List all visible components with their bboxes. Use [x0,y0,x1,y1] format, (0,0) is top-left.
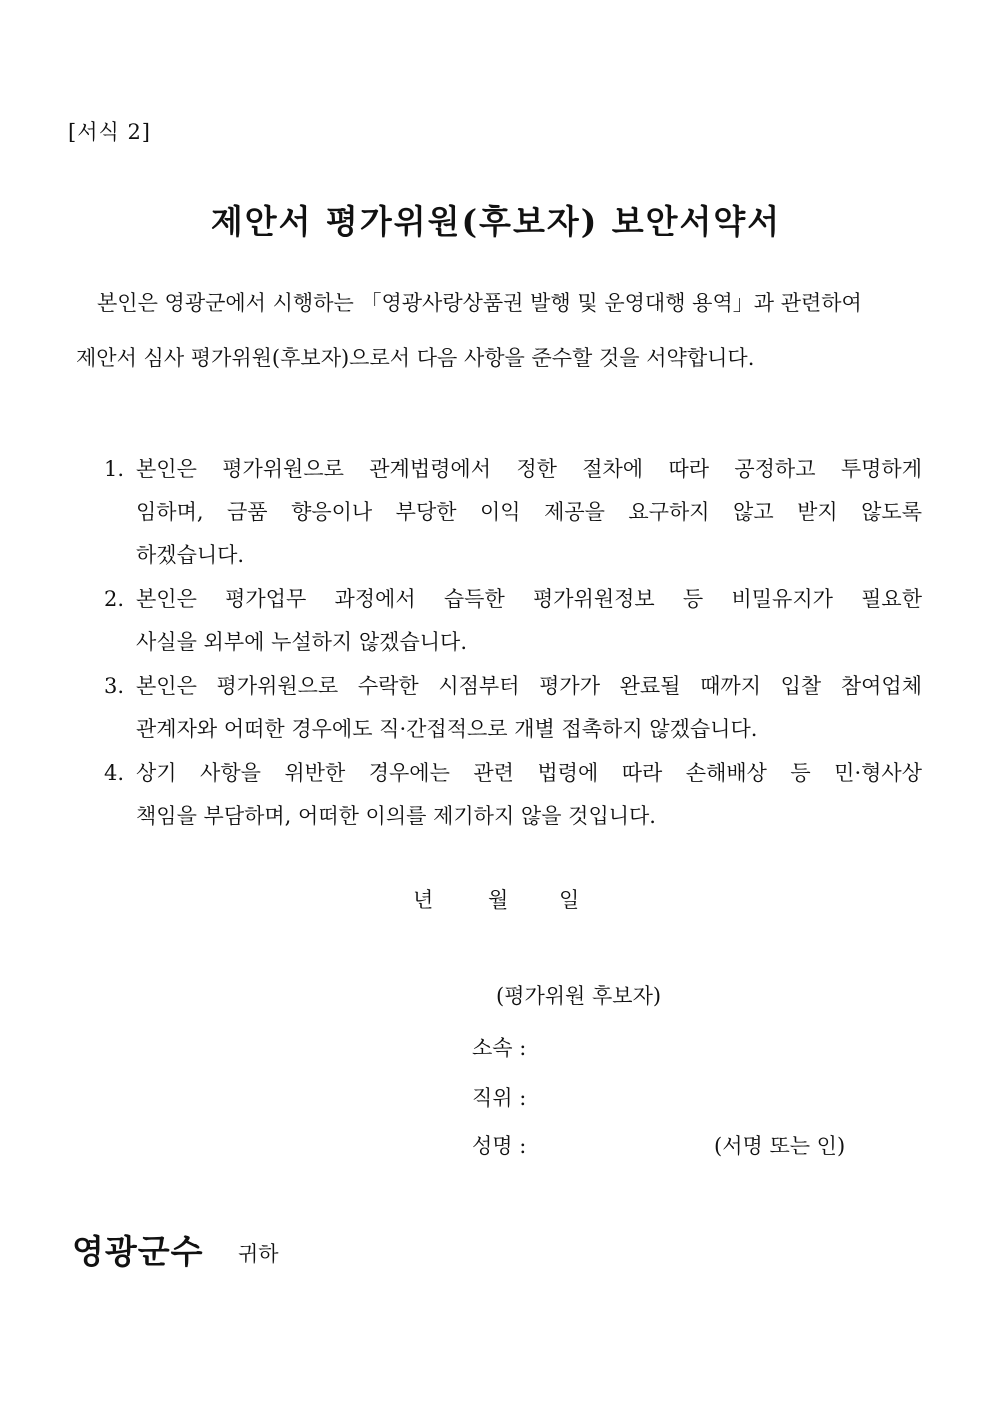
date-month-label: 월 [488,888,509,912]
pledge-line: 하겠습니다. [136,543,245,567]
pledge-line: 상기 사항을 위반한 경우에는 관련 법령에 따라 손해배상 등 민·형사상 [136,761,922,785]
pledge-item-4 [104,752,922,838]
pledge-line: 임하며, 금품 향응이나 부당한 이익 제공을 요구하지 않고 받지 않도록 [136,500,922,524]
document-title: 제안서 평가위원(후보자) 보안서약서 [210,202,782,241]
pledge-item-1 [104,448,922,577]
signer-role: (평가위원 후보자) [496,984,662,1008]
pledge-line: 사실을 외부에 누설하지 않겠습니다. [136,630,467,654]
intro-paragraph [76,276,922,386]
intro-line-1: 본인은 영광군에서 시행하는 「영광사랑상품권 발행 및 운영대행 용역」과 관련하여 [97,291,862,315]
affiliation-label: 소속 : [472,1036,527,1060]
intro-line-2: 제안서 심사 평가위원(후보자)으로서 다음 사항을 준수할 것을 서약합니다. [76,346,755,370]
pledge-number: 2. [104,587,125,611]
pledge-line: 책임을 부담하며, 어떠한 이의를 제기하지 않을 것입니다. [136,804,656,828]
pledge-list [104,448,922,839]
pledge-line: 본인은 평가업무 과정에서 습득한 평가위원정보 등 비밀유지가 필요한 [136,587,922,611]
pledge-line: 본인은 평가위원으로 수락한 시점부터 평가가 완료될 때까지 입찰 참여업체 [136,674,922,698]
position-label: 직위 : [472,1086,527,1110]
pledge-number: 3. [104,674,125,698]
pledge-number: 1. [104,457,125,481]
form-number-label: [서식 2] [68,120,151,144]
signature-note: (서명 또는 인) [714,1134,846,1158]
name-label: 성명 : [472,1134,527,1158]
pledge-number: 4. [104,761,125,785]
recipient-honorific: 귀하 [238,1242,279,1266]
pledge-item-2 [104,578,922,664]
recipient-name: 영광군수 [72,1232,204,1271]
pledge-item-3 [104,665,922,751]
date-year-label: 년 [413,888,434,912]
pledge-line: 본인은 평가위원으로 관계법령에서 정한 절차에 따라 공정하고 투명하게 [136,457,922,481]
pledge-line: 관계자와 어떠한 경우에도 직·간접적으로 개별 접촉하지 않겠습니다. [136,717,758,741]
date-day-label: 일 [559,888,580,912]
